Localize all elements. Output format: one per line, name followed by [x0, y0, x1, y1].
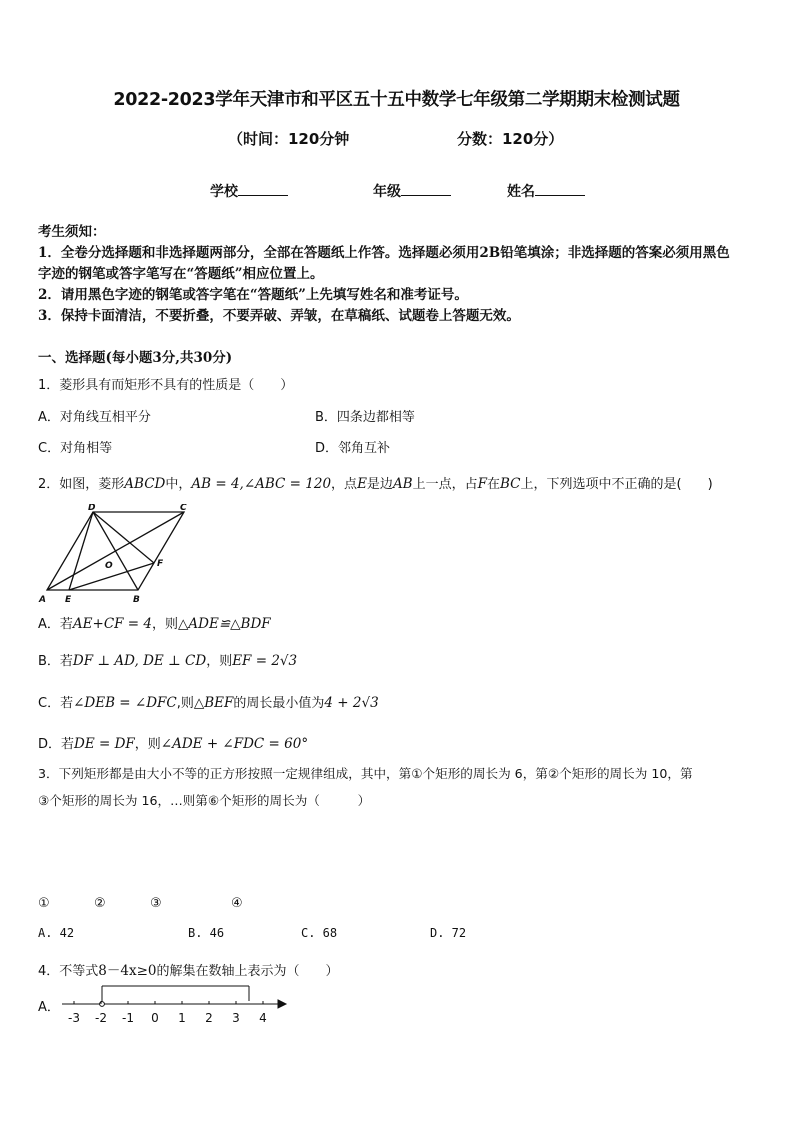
q2-option-math: 4 + 2√3: [324, 695, 379, 711]
q2-math-f: F: [477, 476, 487, 492]
q3-stem-line2: ③个矩形的周长为 16，…则第⑥个矩形的周长为（ ）: [38, 793, 371, 808]
q4-math-expr: 8－4x≥0: [98, 963, 157, 979]
grade-label: 年级: [373, 184, 401, 200]
q2-option-text: C．若: [38, 696, 74, 711]
q2-math-bc: BC: [500, 476, 521, 492]
q2-option-d: [38, 733, 308, 752]
q2-option-text: B．若: [38, 654, 73, 669]
label-d: D: [88, 504, 96, 513]
tick-label: -1: [122, 1011, 134, 1025]
q1-stem: 1．菱形具有而矩形不具有的性质是（ ）: [38, 378, 294, 393]
q2-option-math: EF = 2√3: [232, 653, 298, 669]
label-a: A: [39, 595, 46, 605]
q4-option-a-label: A．: [38, 1000, 60, 1015]
q1-option-c: C．对角相等: [38, 441, 113, 456]
q2-option-text: D．若: [38, 737, 75, 752]
notice-item-1-cont: 字迹的钢笔或答字笔写在“答题纸”相应位置上。: [38, 266, 324, 282]
section-heading: 一、选择题(每小题3分,共30分): [38, 350, 233, 366]
q3-option-c: C. 68: [301, 926, 338, 940]
q2-math-ab: AB: [392, 476, 413, 492]
grade-blank: [401, 181, 451, 196]
label-e: E: [65, 595, 72, 605]
q2-option-text: 的周长最小值为: [233, 696, 325, 711]
label-b: B: [133, 595, 140, 605]
tick-label: -3: [68, 1011, 80, 1025]
exam-score: 分数：120分）: [457, 130, 564, 148]
school-field: [210, 181, 288, 201]
segment-df: [93, 512, 154, 563]
label-f: F: [157, 559, 164, 569]
q1-option-d: D．邻角互补: [315, 441, 391, 456]
q4-stem-part: 的解集在数轴上表示为（ ）: [156, 964, 339, 979]
q2-option-math: DF ⊥ AD, DE ⊥ CD: [72, 653, 207, 669]
q2-option-text: A．若: [38, 617, 73, 632]
tick-label: 4: [259, 1011, 267, 1025]
q2-stem-part: 中，: [165, 477, 192, 492]
diagonal-ac: [47, 512, 184, 590]
q1-option-a: A．对角线互相平分: [38, 410, 151, 425]
q2-option-text: ，则: [152, 617, 179, 632]
q2-stem: [38, 473, 713, 492]
tick-label: -2: [95, 1011, 107, 1025]
q2-stem-part: 2．如图，菱形: [38, 477, 125, 492]
q3-option-a: A. 42: [38, 926, 75, 940]
q2-option-math: DE = DF: [74, 736, 135, 752]
q2-math-e: E: [357, 476, 367, 492]
q2-option-math: AE+CF = 4: [72, 616, 153, 632]
tick-label: 2: [205, 1011, 213, 1025]
notice-item-1: 1．全卷分选择题和非选择题两部分，全部在答题纸上作答。选择题必须用2B铅笔填涂；非选择题的答案必须用黑色: [38, 245, 730, 261]
tick-label: 3: [232, 1011, 240, 1025]
q2-option-math: ∠DEB = ∠DFC: [73, 695, 177, 711]
q3-figure-label-2: ②: [94, 896, 106, 911]
school-label: 学校: [210, 184, 238, 200]
number-line: [60, 982, 290, 1026]
q3-option-d: D. 72: [430, 926, 467, 940]
q1-option-b: B．四条边都相等: [315, 410, 415, 425]
open-circle: [100, 1002, 105, 1007]
q2-stem-part: 在: [487, 477, 501, 492]
q4-stem-part: 4．不等式: [38, 964, 99, 979]
label-o: O: [105, 561, 113, 571]
exam-title: 2022-2023学年天津市和平区五十五中数学七年级第二学期期末检测试题: [113, 90, 680, 110]
name-field: [507, 181, 585, 201]
q2-option-text: ,则: [176, 696, 194, 711]
q2-option-text: ，则: [134, 737, 161, 752]
tick-label: 0: [151, 1011, 159, 1025]
q2-option-math: △BEF: [193, 695, 234, 711]
notice-item-2: 2．请用黑色字迹的钢笔或答字笔在“答题纸”上先填写姓名和准考证号。: [38, 287, 468, 303]
rhombus-figure: [36, 504, 196, 606]
q2-math-abcd: ABCD: [124, 476, 166, 492]
q3-stem-line1: 3．下列矩形都是由大小不等的正方形按照一定规律组成，其中，第①个矩形的周长为 6，第②个矩形的周长为 10，第: [38, 766, 693, 781]
q2-stem-part: 上，下列选项中不正确的是( ): [520, 477, 713, 492]
label-c: C: [180, 504, 187, 513]
grade-field: [373, 181, 451, 201]
name-label: 姓名: [507, 184, 535, 200]
q3-figure-label-1: ①: [38, 896, 50, 911]
q2-math-condition: AB = 4,∠ABC = 120: [191, 476, 332, 492]
q2-option-c: [38, 692, 379, 711]
notice-heading: 考生须知：: [38, 224, 106, 240]
q2-option-a: [38, 613, 271, 632]
notice-item-3: 3．保持卡面清洁，不要折叠，不要弄破、弄皱，在草稿纸、试题卷上答题无效。: [38, 308, 520, 324]
q2-stem-part: 是边: [366, 477, 393, 492]
q2-stem-part: 上一点，占: [412, 477, 478, 492]
tick-label: 1: [178, 1011, 186, 1025]
q2-option-math: ∠ADE + ∠FDC = 60°: [160, 736, 309, 752]
exam-time: （时间：120分钟: [228, 130, 350, 148]
axis-arrow: [278, 1000, 286, 1008]
q3-figure-label-4: ④: [231, 896, 243, 911]
q4-stem: [38, 959, 339, 979]
school-blank: [238, 181, 288, 196]
q3-figure-label-3: ③: [150, 896, 162, 911]
q3-option-b: B. 46: [188, 926, 225, 940]
q2-stem-part: ，点: [331, 477, 358, 492]
q2-option-math: △ADE≌△BDF: [178, 616, 271, 632]
name-blank: [535, 181, 585, 196]
q2-option-b: [38, 650, 297, 669]
q2-option-text: ，则: [206, 654, 233, 669]
segment-de: [69, 512, 93, 590]
